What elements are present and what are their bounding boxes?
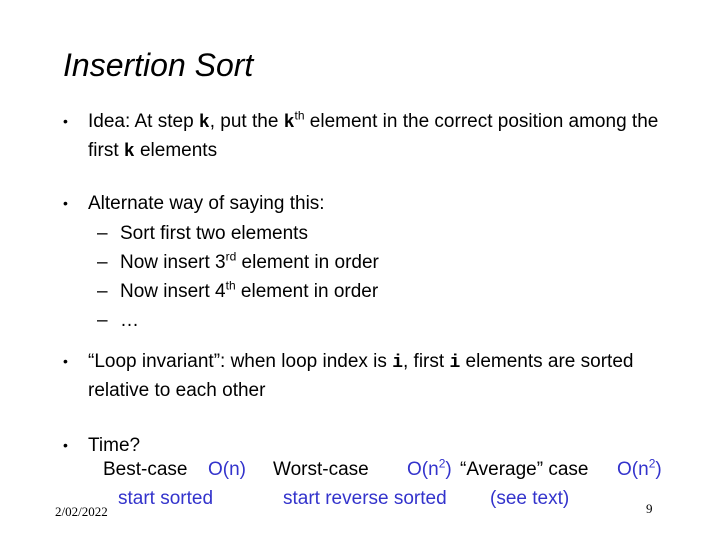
sub-text-1: … xyxy=(120,310,139,331)
sub-text-1: Now insert 4 xyxy=(120,281,226,302)
sub-text-2: element in order xyxy=(235,281,379,302)
sub-superscript-rd: rd xyxy=(225,249,237,264)
bullet-loop-invariant xyxy=(63,348,678,404)
page-number: 9 xyxy=(646,501,653,516)
bullet-icon: • xyxy=(63,113,68,129)
sub-bullet-insert-3rd xyxy=(97,248,657,277)
bullet-alternate-text: Alternate way of saying this: xyxy=(88,193,325,214)
slide-title: Insertion Sort xyxy=(63,47,254,83)
worst-value-exponent: 2 xyxy=(438,456,446,471)
footer-date: 2/02/2022 xyxy=(55,504,108,519)
idea-text-2: , put the xyxy=(209,111,284,132)
sub-text-1: Sort first two elements xyxy=(120,223,308,244)
bullet-idea-text xyxy=(88,108,663,166)
sub-bullet-insert-4th xyxy=(97,277,657,306)
code-i-2: i xyxy=(449,353,461,373)
best-case-label: Best-case xyxy=(103,459,188,480)
idea-text-4: elements xyxy=(134,140,218,161)
bullet-alternate xyxy=(63,190,663,217)
bullet-time xyxy=(63,432,663,459)
average-case-value xyxy=(617,456,662,483)
time-notes-row xyxy=(0,485,720,513)
sub-text-2: element in order xyxy=(236,252,379,273)
sub-bullet-sort-first-two xyxy=(97,219,657,248)
average-case-note: (see text) xyxy=(490,488,570,509)
sub-superscript-th: th xyxy=(225,278,236,293)
worst-case-label: Worst-case xyxy=(273,459,369,480)
idea-superscript-th: th xyxy=(294,108,305,123)
loop-text-1: “Loop invariant”: when loop index is xyxy=(88,351,393,372)
avg-value-exponent: 2 xyxy=(648,456,656,471)
worst-case-value xyxy=(407,456,452,483)
idea-text-1: Idea: At step xyxy=(88,111,199,132)
sub-bullet-text xyxy=(120,306,139,335)
average-case-label: “Average” case xyxy=(460,459,589,480)
code-i-1: i xyxy=(392,353,403,373)
avg-value-close: ) xyxy=(655,459,662,480)
worst-value-base: O(n xyxy=(407,459,439,480)
sub-bullet-ellipsis xyxy=(97,306,657,335)
code-k-1: k xyxy=(198,113,210,133)
loop-text-3: elements are sorted relative to each other xyxy=(88,351,634,401)
idea-text-3: element in the correct position among the first xyxy=(88,111,659,161)
bullet-loop-invariant-text xyxy=(88,348,678,404)
bullet-icon: • xyxy=(63,195,68,211)
bullet-time-text: Time? xyxy=(88,435,141,456)
sub-bullet-text xyxy=(120,277,378,306)
sub-bullet-text xyxy=(120,219,308,248)
worst-case-note: start reverse sorted xyxy=(283,488,447,509)
worst-value-close: ) xyxy=(445,459,452,480)
dash-icon: – xyxy=(97,223,108,244)
bullet-icon: • xyxy=(63,353,68,369)
dash-icon: – xyxy=(97,252,108,273)
best-case-value: O(n) xyxy=(208,459,246,480)
avg-value-base: O(n xyxy=(617,459,649,480)
code-k-3: k xyxy=(123,142,135,162)
loop-text-2: , first xyxy=(403,351,450,372)
code-k-2: k xyxy=(283,113,295,133)
sub-bullet-text xyxy=(120,248,379,277)
best-case-note: start sorted xyxy=(118,488,214,509)
sub-text-1: Now insert 3 xyxy=(120,252,226,273)
bullet-idea xyxy=(63,108,663,166)
bullet-icon: • xyxy=(63,437,68,453)
time-complexity-row xyxy=(0,456,720,484)
dash-icon: – xyxy=(97,281,108,302)
dash-icon: – xyxy=(97,310,108,331)
